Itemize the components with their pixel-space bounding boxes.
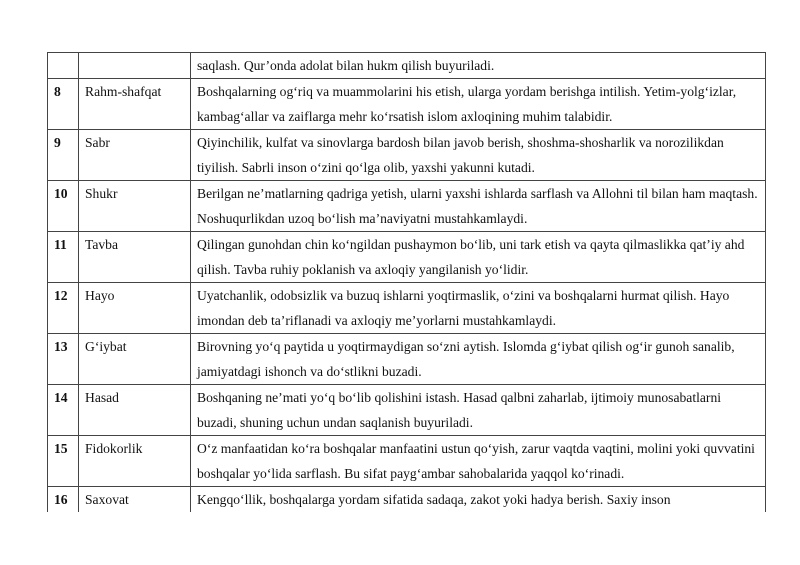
row-description: Kengqo‘llik, boshqalarga yordam sifatida sadaqa, zakot yoki hadya berish. Saxiy inson — [191, 487, 766, 513]
row-number: 15 — [48, 436, 79, 487]
row-number: 16 — [48, 487, 79, 513]
row-term: Saxovat — [79, 487, 191, 513]
row-number: 11 — [48, 232, 79, 283]
row-description: O‘z manfaatidan ko‘ra boshqalar manfaatini ustun qo‘yish, zarur vaqtda vaqtini, molini yoki quvvatini boshqalar yo‘lida sarflash. Bu sifat payg‘ambar sahobalarida yaqqol ko‘rinadi. — [191, 436, 766, 487]
row-number: 9 — [48, 130, 79, 181]
row-term: Shukr — [79, 181, 191, 232]
table-row — [48, 181, 766, 232]
table-row — [48, 334, 766, 385]
row-number: 12 — [48, 283, 79, 334]
row-number — [48, 53, 79, 79]
terms-table-body — [48, 53, 766, 513]
row-term: Sabr — [79, 130, 191, 181]
row-term: G‘iybat — [79, 334, 191, 385]
row-term: Hayo — [79, 283, 191, 334]
terms-table — [47, 52, 766, 512]
row-description: Qiyinchilik, kulfat va sinovlarga bardosh bilan javob berish, shoshma-shosharlik va norozilikdan tiyilish. Sabrli inson o‘zini qo‘lga olib, yaxshi yakunni kutadi. — [191, 130, 766, 181]
row-term — [79, 53, 191, 79]
row-term: Tavba — [79, 232, 191, 283]
table-row — [48, 385, 766, 436]
row-term: Fidokorlik — [79, 436, 191, 487]
row-description: Berilgan ne’matlarning qadriga yetish, ularni yaxshi ishlarda sarflash va Allohni til bilan ham maqtash. Noshuqurlikdan uzoq bo‘lish ma’naviyatni mustahkamlaydi. — [191, 181, 766, 232]
row-description: Boshqaning ne’mati yo‘q bo‘lib qolishini istash. Hasad qalbni zaharlab, ijtimoiy munosabatlarni buzadi, shuning uchun undan saqlanish buyuriladi. — [191, 385, 766, 436]
row-number: 8 — [48, 79, 79, 130]
row-number: 10 — [48, 181, 79, 232]
table-row — [48, 436, 766, 487]
table-row — [48, 53, 766, 79]
table-row — [48, 130, 766, 181]
table-row — [48, 487, 766, 513]
row-term: Hasad — [79, 385, 191, 436]
row-term: Rahm-shafqat — [79, 79, 191, 130]
row-description: Qilingan gunohdan chin ko‘ngildan pushaymon bo‘lib, uni tark etish va qayta qilmaslikka qat’iy ahd qilish. Tavba ruhiy poklanish va axloqiy yangilanish yo‘lidir. — [191, 232, 766, 283]
row-number: 13 — [48, 334, 79, 385]
table-row — [48, 232, 766, 283]
row-description: Boshqalarning og‘riq va muammolarini his etish, ularga yordam berishga intilish. Yetim-yolg‘izlar, kambag‘allar va zaiflarga mehr ko‘rsatish islom axloqining muhim talabidir. — [191, 79, 766, 130]
table-row — [48, 79, 766, 130]
row-description: Birovning yo‘q paytida u yoqtirmaydigan so‘zni aytish. Islomda g‘iybat qilish og‘ir gunoh sanalib, jamiyatdagi ishonch va do‘stlikni buzadi. — [191, 334, 766, 385]
row-number: 14 — [48, 385, 79, 436]
row-description: Uyatchanlik, odobsizlik va buzuq ishlarni yoqtirmaslik, o‘zini va boshqalarni hurmat qilish. Hayo imondan deb ta’riflanadi va axloqiy me’yorlarni mustahkamlaydi. — [191, 283, 766, 334]
row-description: saqlash. Qur’onda adolat bilan hukm qilish buyuriladi. — [191, 53, 766, 79]
table-row — [48, 283, 766, 334]
